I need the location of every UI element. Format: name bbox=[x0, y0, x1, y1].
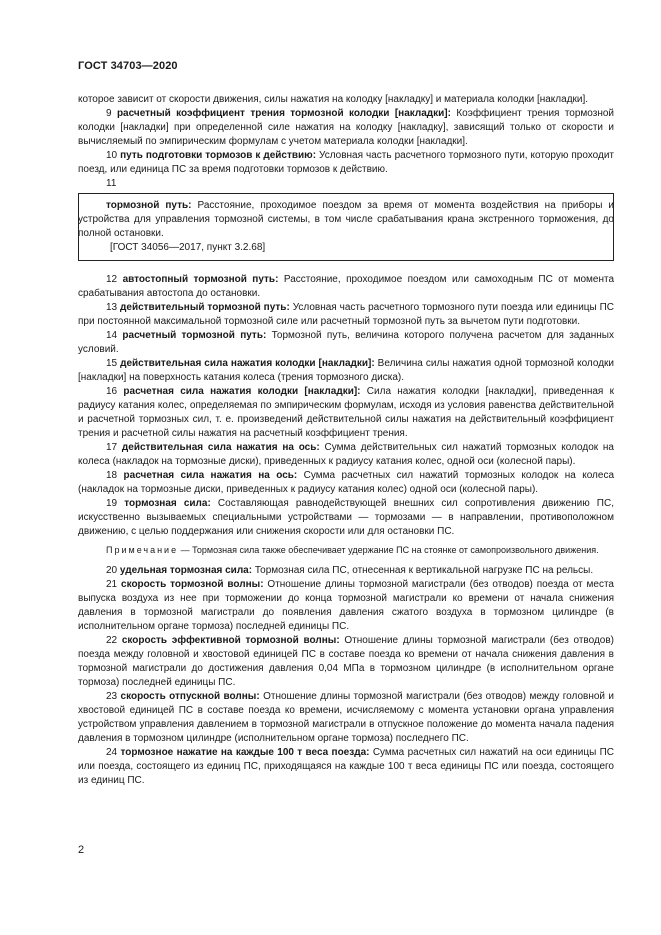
term-definition: Отношение длины тормозной магистрали (без отводов) между головной и хвостовой единицей ПС в составе поезда ко времени, исчисляемому с момента установки органа управления устройством управления давлением в тормозной магистрали в отпускное положение до момента начала падения давления в тормозном цилиндре (исполнительном органе тормоза) последнего ПС. bbox=[78, 691, 614, 744]
term-number: 15 bbox=[106, 358, 118, 369]
term-definition: Составляющая равнодействующей внешних сил сопротивления движению ПС, искусственно вызываемых специальными устройствами — тормозами — в направлении, противоположном движению, с целью поддержания или снижения скорости или для остановки ПС. bbox=[78, 498, 614, 537]
term-number: 24 bbox=[106, 747, 118, 758]
term-definition: Сумма действительных сил нажатий тормозных колодок на колеса (накладок на тормозные диски), приведенных к радиусу катания колес, одной оси (колесной пары). bbox=[78, 442, 614, 467]
box-left-border bbox=[78, 194, 79, 260]
term-name: путь подготовки тормозов к действию: bbox=[120, 150, 317, 161]
term-name: тормозное нажатие на каждые 100 т веса поезда: bbox=[120, 747, 370, 758]
note-paragraph bbox=[78, 544, 614, 557]
term-name: действительная сила нажатия колодки [накладки]: bbox=[120, 358, 375, 369]
term-name: расчетный коэффициент трения тормозной колодки [накладки]: bbox=[116, 108, 451, 119]
term-definition: Тормозная сила ПС, отнесенная к вертикальной нагрузке ПС на рельсы. bbox=[254, 565, 594, 576]
term-number: 12 bbox=[106, 274, 118, 285]
term-definition: Сила нажатия колодки [накладки], приведенная к радиусу катания колес, определяемая по эмпирическим формулам, исходя из условия равенства действительной и расчетной тормозных сил, т. е. произведений действительной силы нажатия на действительный коэффициент трения и расчетной силы нажатия на расчетный коэффициент трения. bbox=[78, 386, 614, 439]
term-entry-18 bbox=[78, 469, 614, 497]
term-definition: Условная часть расчетного тормозного пути поезда или единицы ПС при постоянной максимальной тормозной силе или расчетный тормозной путь за вычетом пути подготовки. bbox=[78, 302, 615, 327]
term-entry-11-number: 11 bbox=[106, 178, 117, 189]
term-entry-12 bbox=[78, 273, 614, 301]
term-name: скорость тормозной волны: bbox=[121, 579, 264, 590]
term-name: тормозной путь: bbox=[106, 200, 192, 211]
term-number: 14 bbox=[106, 330, 118, 341]
term-number: 18 bbox=[106, 470, 118, 481]
term-definition: Расстояние, проходимое поездом за время от момента воздействия на приборы и устройства для управления тормозной системы, в том числе срабатывания крана экстренного торможения, до полной остановки. bbox=[78, 200, 615, 239]
term-entry-14 bbox=[78, 329, 614, 357]
term-definition: Сумма расчетных сил нажатий на оси единицы ПС или поезда, состоящего из единиц ПС, приходящаяся на каждые 100 т веса единицы ПС или поезда, состоящего из единиц ПС. bbox=[78, 747, 615, 786]
term-definition: Сумма расчетных сил нажатий тормозных колодок на колеса (накладок на тормозные диски, приведенных к радиусу катания колес) одной оси (колесной пары). bbox=[78, 470, 614, 495]
term-name: скорость эффективной тормозной волны: bbox=[121, 635, 340, 646]
note-label: Примечание bbox=[106, 545, 179, 555]
term-number: 10 bbox=[106, 150, 118, 161]
term-name: расчетная сила нажатия колодки [накладки]: bbox=[123, 386, 361, 397]
citation-source: [ГОСТ 34056—2017, пункт 3.2.68] bbox=[110, 242, 266, 253]
term-entry-23 bbox=[78, 690, 614, 746]
term-entry-13 bbox=[78, 301, 614, 329]
term-name: тормозная сила: bbox=[124, 498, 211, 509]
term-entry-19 bbox=[78, 497, 614, 539]
term-number: 16 bbox=[106, 386, 118, 397]
term-entry-21 bbox=[78, 578, 614, 634]
term-definition: Отношение длины тормозной магистрали (без отводов) поезда от места выпуска воздуха из нее при торможении до конца тормозной магистрали ко времени от начала снижения давления в тормозной магистрали до появления давления сжатого воздуха в тормозном цилиндре (в исполнительном органе тормоза) последней единицы ПС. bbox=[78, 579, 614, 632]
term-number: 20 bbox=[106, 565, 118, 576]
term-name: скорость отпускной волны: bbox=[120, 691, 260, 702]
term-entry-17 bbox=[78, 441, 614, 469]
term-number: 23 bbox=[106, 691, 118, 702]
term-number: 17 bbox=[106, 442, 118, 453]
term-number: 13 bbox=[106, 302, 118, 313]
term-definition: Расстояние, проходимое поездом или самоходным ПС от момента срабатывания автостопа до остановки. bbox=[78, 274, 615, 299]
term-name: действительная сила нажатия на ось: bbox=[121, 442, 320, 453]
term-name: автостопный тормозной путь: bbox=[122, 274, 279, 285]
term-number: 22 bbox=[106, 635, 118, 646]
spacer bbox=[78, 261, 614, 273]
term-entry-10 bbox=[78, 149, 614, 177]
document-body bbox=[78, 93, 614, 788]
term-definition: Величина силы нажатия одной тормозной колодки [накладки] на поверхность катания колеса (трения тормозного диска). bbox=[78, 358, 615, 383]
note-text: — Тормозная сила также обеспечивает удержание ПС на стоянке от самопроизвольного движения. bbox=[180, 545, 599, 555]
cited-definition-box bbox=[78, 193, 614, 261]
term-name: действительный тормозной путь: bbox=[120, 302, 290, 313]
term-definition: Тормозной путь, величина которого получена расчетом для заданных условий. bbox=[78, 330, 614, 355]
term-entry-16 bbox=[78, 385, 614, 441]
term-definition: Коэффициент трения тормозной колодки [накладки] при определенной силе нажатия на колодку [накладку], зависящий только от скорости и вычисляемый по эмпирическим формулам с учетом материала колодки [накладки]. bbox=[78, 108, 614, 147]
box-right-border bbox=[613, 194, 614, 260]
term-entry-24 bbox=[78, 746, 614, 788]
cited-definition bbox=[78, 199, 614, 241]
page-number: 2 bbox=[78, 844, 85, 856]
paragraph-continuation: которое зависит от скорости движения, силы нажатия на колодку [накладку] и материала колодки [накладки]. bbox=[78, 94, 589, 105]
term-name: расчетная сила нажатия на ось: bbox=[123, 470, 298, 481]
term-number: 21 bbox=[106, 579, 118, 590]
term-entry-9 bbox=[78, 107, 614, 149]
term-entry-22 bbox=[78, 634, 614, 690]
term-entry-15 bbox=[78, 357, 614, 385]
term-name: расчетный тормозной путь: bbox=[122, 330, 267, 341]
document-header: ГОСТ 34703—2020 bbox=[78, 60, 178, 72]
term-name: удельная тормозная сила: bbox=[119, 565, 253, 576]
term-number: 9 bbox=[106, 108, 112, 119]
term-definition: Отношение длины тормозной магистрали (без отводов) поезда между головной и хвостовой единицей ПС в составе поезда ко времени от начала снижения давления в тормозной магистрали до достижения давления 0,04 МПа в тормозном цилиндре (в исполнительном органе тормоза) последней единицы ПС. bbox=[78, 635, 614, 688]
term-definition: Условная часть расчетного тормозного пути, которую проходит поезд, или единица ПС за время подготовки тормозов к действию. bbox=[78, 150, 615, 175]
term-number: 19 bbox=[106, 498, 118, 509]
term-entry-20 bbox=[78, 564, 614, 578]
